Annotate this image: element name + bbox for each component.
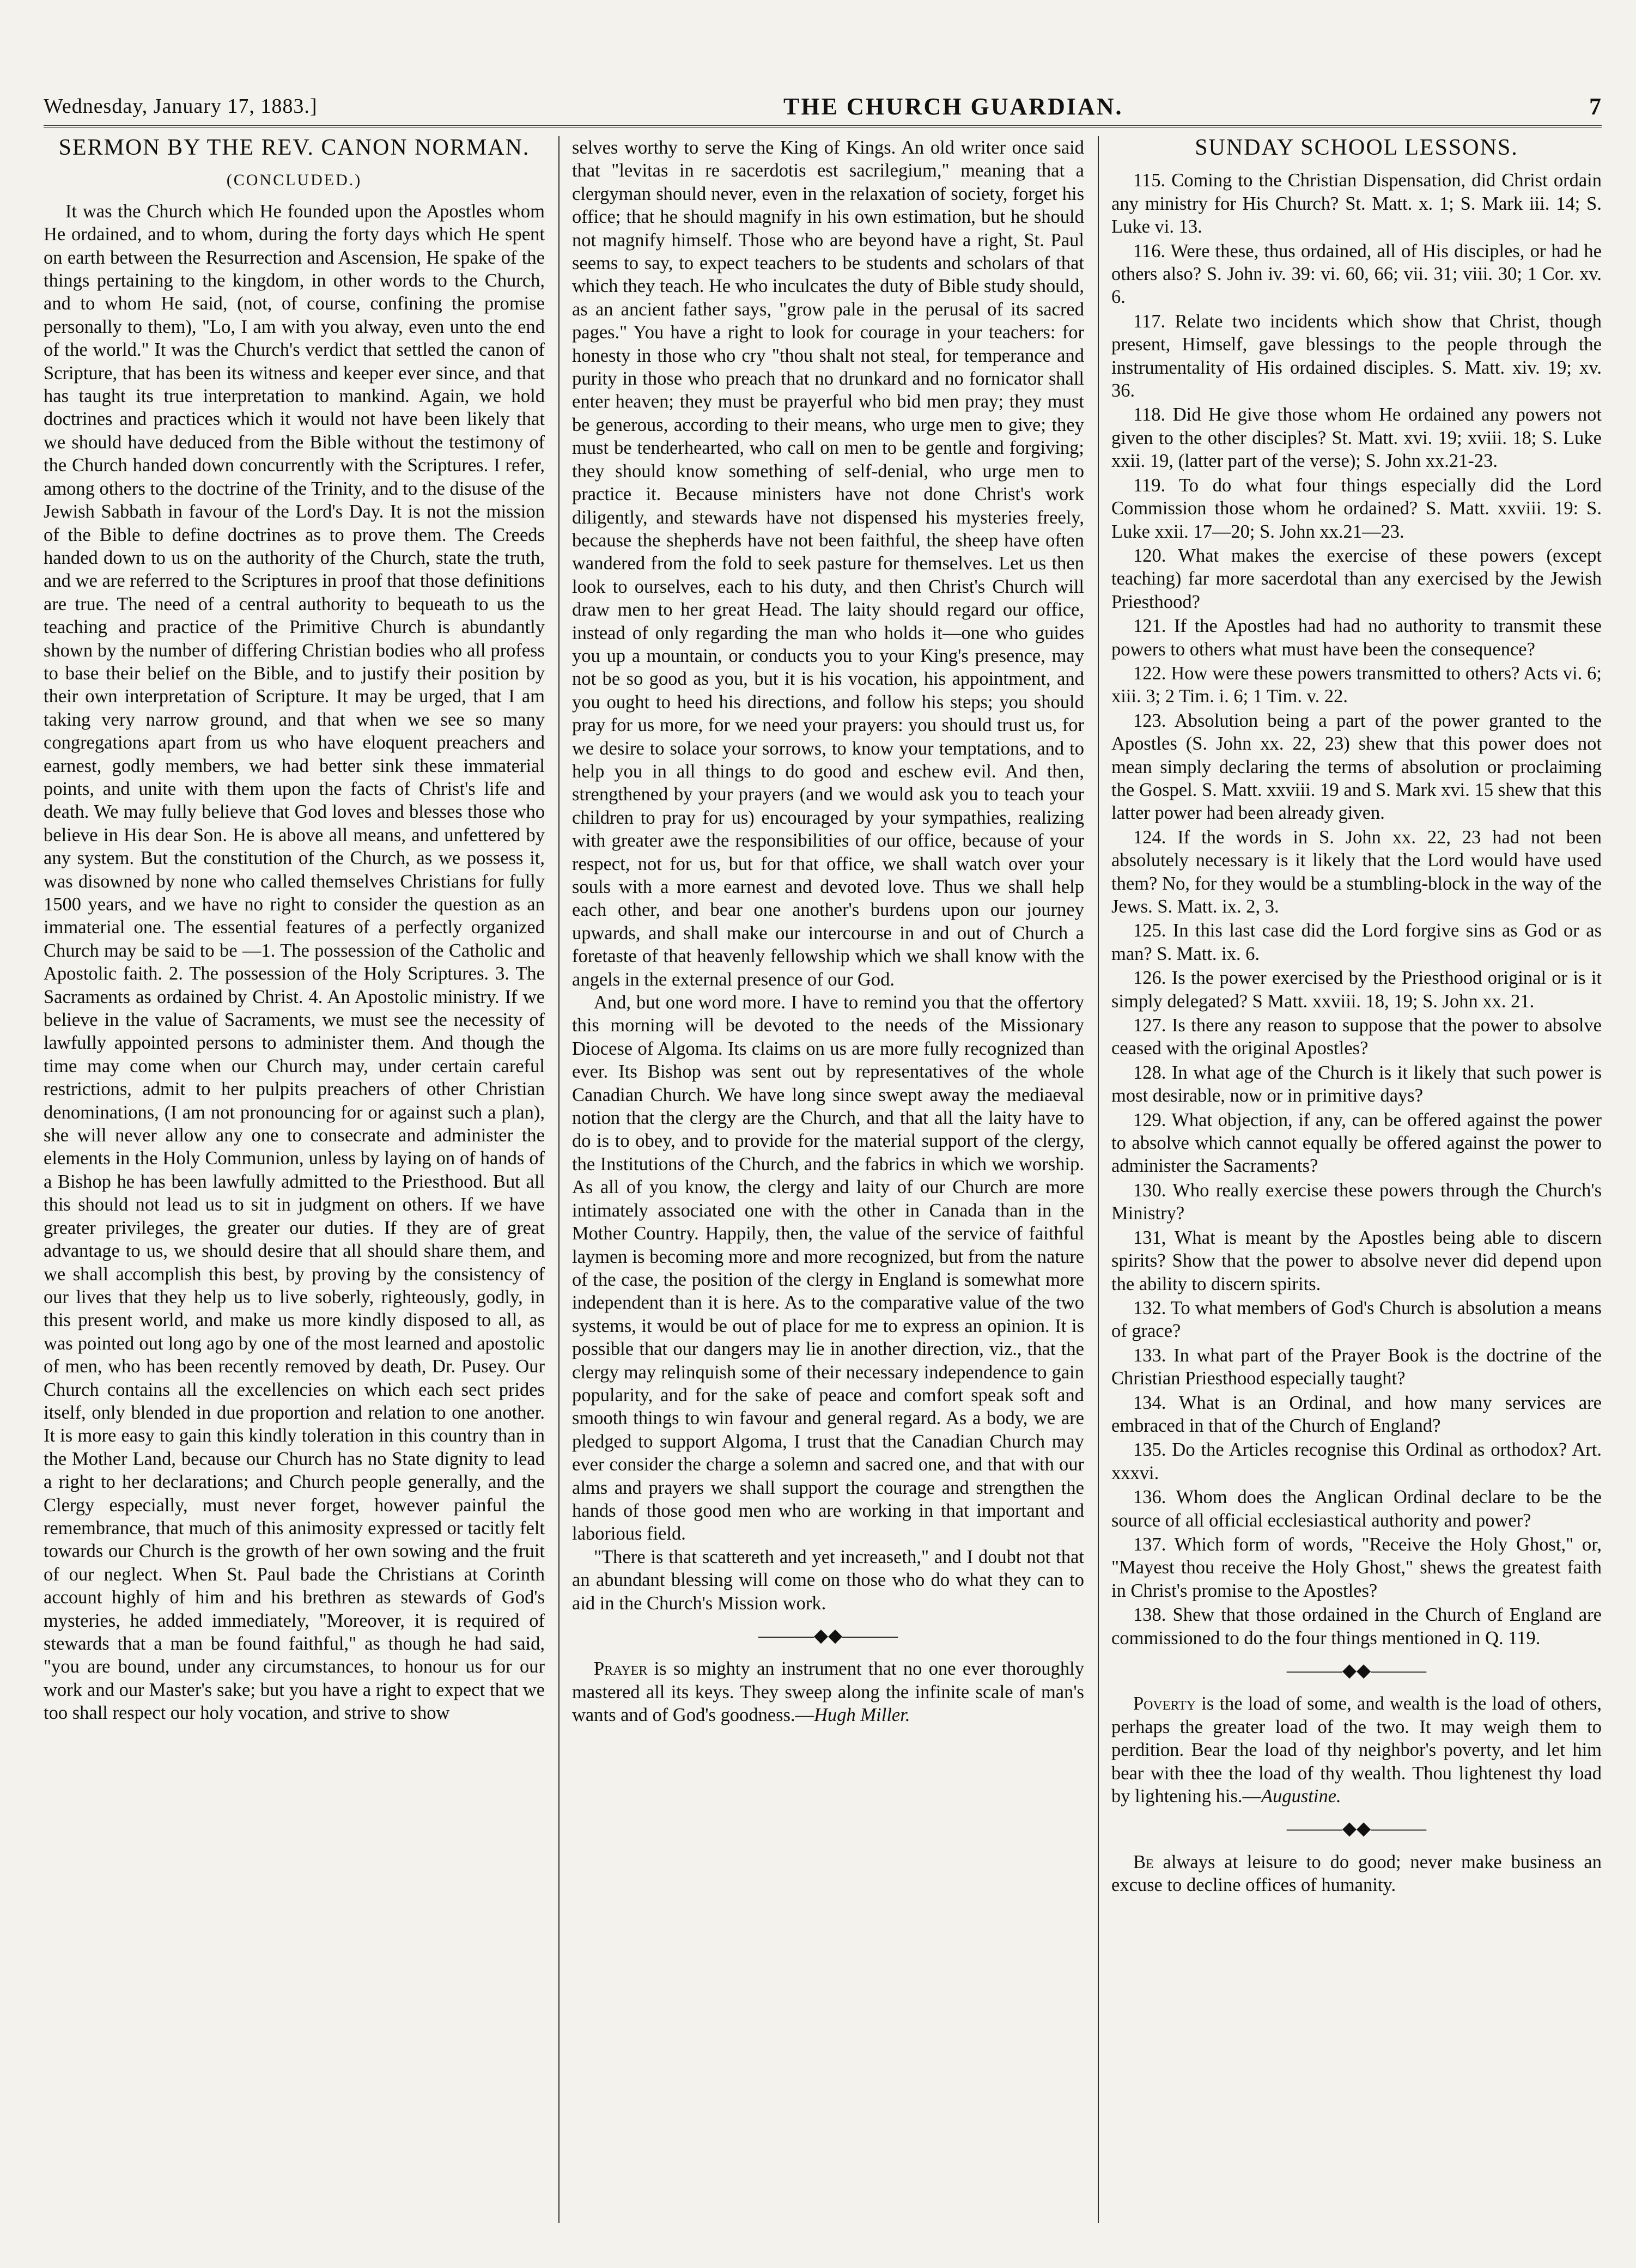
lesson-question: 138. Shew that those ordained in the Church of England are commissioned to do the four things mentioned in Q. 119. <box>1111 1604 1602 1649</box>
sermon-title: SERMON BY THE REV. CANON NORMAN. <box>58 136 530 160</box>
leisure-text: always at leisure to do good; never make business an excuse to decline offices of humanity. <box>1111 1851 1602 1896</box>
prayer-note <box>572 1657 1084 1726</box>
lesson-question: 126. Is the power exercised by the Priesthood original or is it simply delegated? S Matt. xxviii. 18, 19; S. John xx. 21. <box>1111 968 1602 1012</box>
separator: ———◆◆——— <box>1286 1661 1427 1681</box>
lesson-question: 127. Is there any reason to suppose that the power to absolve ceased with the original Apostles? <box>1111 1015 1602 1059</box>
leisure-lead: Be <box>1133 1851 1154 1872</box>
lesson-question: 125. In this last case did the Lord forgive sins as God or as man? S. Matt. ix. 6. <box>1111 920 1602 964</box>
leisure-note <box>1111 1851 1602 1897</box>
issue-date: Wednesday, January 17, 1883.] <box>44 95 318 118</box>
lesson-question: 120. What makes the exercise of these powers (except teaching) far more sacerdotal than any exercised by the Jewish Priesthood? <box>1111 545 1602 612</box>
poverty-text: is the load of some, and wealth is the load of others, perhaps the greater load of the two. It may weigh them to perdition. Bear the load of thy neighbor's poverty, and let him bear with thee the load of thy wealth. Thou lightenest thy load by lightening his.— <box>1111 1693 1602 1807</box>
lesson-question: 123. Absolution being a part of the power granted to the Apostles (S. John xx. 22, 23) shew that this power does not mean simply declaring the terms of absolution or proclaiming the Gospel. S. Matt. xxviii. 19 and S. Mark xvi. 15 shew that this latter power had been already given. <box>1111 710 1602 824</box>
column-rule <box>558 136 559 2223</box>
prayer-author: Hugh Miller. <box>814 1705 910 1726</box>
lesson-question: 119. To do what four things especially did the Lord Commission those whom he ordained? S. Matt. xxviii. 19: S. Luke xxii. 17—20; S. John xx.21—23. <box>1111 475 1602 542</box>
lesson-question: 137. Which form of words, "Receive the Holy Ghost," or, "Mayest thou receive the Holy Ghost," shews the greatest faith in Christ's promise to the Apostles? <box>1111 1534 1602 1601</box>
paper-title: THE CHURCH GUARDIAN. <box>783 93 1123 120</box>
lesson-question: 135. Do the Articles recognise this Ordinal as orthodox? Art. xxxvi. <box>1111 1439 1602 1483</box>
page-number: 7 <box>1589 93 1602 120</box>
separator: ———◆◆——— <box>1286 1819 1427 1839</box>
separator: ———◆◆——— <box>758 1626 898 1646</box>
prayer-text: is so mighty an instrument that no one ever thoroughly mastered all its keys. They sweep along the infinite scale of man's wants and of God's goodness.— <box>572 1658 1084 1726</box>
lesson-question: 116. Were these, thus ordained, all of His disciples, or had he others also? S. John iv. 39: vi. 60, 66; vii. 31; viii. 30; 1 Cor. xv. 6. <box>1111 240 1602 308</box>
poverty-note <box>1111 1692 1602 1808</box>
poverty-lead: Poverty <box>1133 1693 1196 1714</box>
sermon-column-1 <box>44 136 545 2223</box>
lesson-question: 132. To what members of God's Church is absolution a means of grace? <box>1111 1297 1602 1342</box>
lesson-question: 134. What is an Ordinal, and how many services are embraced in that of the Church of England? <box>1111 1392 1602 1436</box>
sunday-school-title: SUNDAY SCHOOL LESSONS. <box>1195 136 1518 160</box>
lesson-question: 136. Whom does the Anglican Ordinal declare to be the source of all official ecclesiastical authority and power? <box>1111 1487 1602 1531</box>
column-rule <box>1098 136 1099 2223</box>
lesson-questions <box>1111 169 1602 1650</box>
masthead <box>44 87 1602 127</box>
lesson-question: 128. In what age of the Church is it likely that such power is most desirable, now or in primitive days? <box>1111 1062 1602 1106</box>
lesson-question: 117. Relate two incidents which show that Christ, though present, Himself, gave blessings to the people through the instrumentality of His ordained disciples. S. Matt. xiv. 19; xv. 36. <box>1111 311 1602 402</box>
sermon-body: It was the Church which He founded upon the Apostles whom He ordained, and to whom, during the forty days which He spent on earth between the Resurrection and Ascension, He spake of the things pertaining to the kingdom, in other words to the Church, and to whom He said, (not, of course, confining the promise personally to them), "Lo, I am with you alway, even unto the end of the world." It was the Church's verdict that settled the canon of Scripture, that has been its witness and keeper ever since, and that has taught its true interpretation to mankind. Again, we hold doctrines and practices which it would not have been likely that we should have deduced from the Bible without the testimony of the Church handed down concurrently with the Scriptures. I refer, among others to the doctrine of the Trinity, and to the disuse of the Jewish Sabbath in favour of the Lord's Day. It is not the mission of the Bible to define doctrines as to prove them. The Creeds handed down to us on the authority of the Church, state the truth, and we are referred to the Scriptures in proof that those definitions are true. The need of a central authority to bequeath to us the teaching and practice of the Primitive Church is abundantly shown by the number of differing Christian bodies who all profess to base their belief on the Bible, and to justify their position by their own interpretation of Scripture. It may be urged, that I am taking very narrow ground, and that when we see so many congregations apart from us who have eloquent preachers and earnest, godly members, we had better sink these immaterial points, and unite with them upon the facts of Christ's life and death. We may fully believe that God loves and blesses those who believe in His dear Son. He is above all means, and unfettered by any system. But the constitution of the Church, as we possess it, was disowned by none who called themselves Christians for fully 1500 years, and we have no right to consider the question as an immaterial one. The essential features of a perfectly organized Church may be said to be —1. The possession of the Catholic and Apostolic faith. 2. The possession of the Holy Scriptures. 3. The Sacraments as ordained by Christ. 4. An Apostolic ministry. If we believe in the value of Sacraments, we must see the necessity of lawfully appointed persons to administer them. And though the time may come when our Church may, under certain careful restrictions, admit to her pulpits preachers of other Christian denominations, (I am not pronouncing for or against such a plan), she will never allow any one to consecrate and administer the elements in the Holy Communion, unless by laying on of hands of a Bishop he has been lawfully admitted to the Priesthood. But all this should not lead us to sit in judgment on others. If we have greater privileges, the greater our duties. If they are of great advantage to us, we should desire that all should share them, and we shall accomplish this best, by proving by the consistency of our lives that they help us to live soberly, righteously, godly, in this present world, and make us more kindly disposed to all, as was pointed out long ago by one of the most learned and apostolic of men, who has been recently removed by death, Dr. Pusey. Our Church contains all the excellencies on which each sect prides itself, only blended in due proportion and relation to one another. It is more easy to gain this kindly toleration in this country than in the Mother Land, because our Church has no State dignity to lead a right to her declarations; and Church people generally, and the Clergy especially, must never forget, however painful the remembrance, that much of this animosity expressed or tacitly felt towards our Church is the growth of her own sowing and the fruit of our neglect. When St. Paul bade the Christians at Corinth account highly of him and his brethren as stewards of God's mysteries, he added immediately, "Moreover, it is required of stewards that a man be found faithful," as though he had said, "you are bound, under any circumstances, to honour us for our work and our Master's sake; but you have a right to expect that we too shall respect our holy vocation, and strive to show <box>44 200 545 1724</box>
sermon-body-continued: selves worthy to serve the King of Kings. An old writer once said that "levitas in re sacerdotis est sacrilegium," meaning that a clergyman should never, even in the relaxation of society, forget his office; that he should magnify in his own estimation, but he should not magnify himself. Those who are beyond have a right, St. Paul seems to say, to expect teachers to be students and scholars of that which they teach. He who inculcates the duty of Bible study should, as an ancient father says, "grow pale in the perusal of its sacred pages." You have a right to look for courage in your teachers: for honesty in those who cry "thou shalt not steal, for temperance and purity in those who preach that no drunkard and no fornicator shall enter heaven; they must be prayerful who bid men pray; they must be generous, according to their means, who urge men to give; they must be tenderhearted, who call on men to be gentle and forgiving; they should know something of self-denial, who urge men to practice it. Because ministers have not done Christ's work diligently, and stewards have not dispensed his mysteries freely, because the shepherds have not been faithful, the sheep have often wandered from the fold to seek pasture for themselves. Let us then look to ourselves, each to his duty, and then Christ's Church will draw men to her great Head. The laity should regard our office, instead of only regarding the man who holds it—one who guides you up a mountain, or conducts you to your King's presence, may not be so good as you, but it is his vocation, his appointment, and you ought to heed his directions, and follow his steps; you should pray for us more, for we need your prayers: you should trust us, for we desire to solace your sorrows, to know your temptations, and to help you in all things to do good and eschew evil. And then, strengthened by your prayers (and we would ask you to teach your children to pray for us) encouraged by your sympathies, realizing with greater awe the responsibilities of our office, because of your respect, not for us, but for that office, we shall watch over your souls with a more earnest and devoted love. Thus we shall help each other, and bear one another's burdens upon our journey upwards, and shall make our intercourse in and out of Church a foretaste of that heavenly fellowship which we shall know with the angels in the external presence of our God. <box>572 137 1084 990</box>
lesson-question: 115. Coming to the Christian Dispensation, did Christ ordain any ministry for His Church? St. Matt. x. 1; S. Mark iii. 14; S. Luke vi. 13. <box>1111 170 1602 238</box>
sermon-closing-paragraph: "There is that scattereth and yet increaseth," and I doubt not that an abundant blessing will come on those who do what they can to aid in the Church's Mission work. <box>572 1546 1084 1614</box>
poverty-author: Augustine. <box>1261 1786 1341 1807</box>
lesson-question: 121. If the Apostles had had no authority to transmit these powers to others what must have been the consequence? <box>1111 616 1602 660</box>
lesson-question: 118. Did He give those whom He ordained any powers not given to the other disciples? St. Matt. xvi. 19; xviii. 18; S. Luke xxii. 19, (latter part of the verse); S. John xx.21-23. <box>1111 404 1602 472</box>
sermon-subtitle: (CONCLUDED.) <box>226 171 362 190</box>
sermon-column-2 <box>572 136 1084 2223</box>
lesson-question: 131, What is meant by the Apostles being able to discern spirits? Show that the power to absolve never did depend upon the ability to discern spirits. <box>1111 1227 1602 1294</box>
lesson-question: 122. How were these powers transmitted to others? Acts vi. 6; xiii. 3; 2 Tim. i. 6; 1 Tim. v. 22. <box>1111 662 1602 707</box>
sunday-school-column <box>1111 136 1602 2223</box>
sermon-offertory-paragraph: And, but one word more. I have to remind you that the offertory this morning will be devoted to the needs of the Missionary Diocese of Algoma. Its claims on us are more fully recognized than ever. Its Bishop was sent out by representatives of the whole Canadian Church. We have long since swept away the mediaeval notion that the clergy are the Church, and that all the laity have to do is to obey, and to provide for the material support of the clergy, the Institutions of the Church, and the fabrics in which we worship. As all of you know, the clergy and laity of our Church are more intimately associated one with the other in Canada than in the Mother Country. Happily, then, the value of the service of faithful laymen is becoming more and more recognized, but from the nature of the case, the position of the clergy in England is somewhat more independent than it is here. As to the comparative value of the two systems, it would be out of place for me to express an opinion. It is possible that our dangers may lie in another direction, viz., that the clergy may relinquish some of their necessary independence to gain popularity, and for the sake of peace and comfort speak soft and smooth things to win favour and general regard. As a body, we are pledged to support Algoma, I trust that the Canadian Church may ever consider the charge a solemn and sacred one, and that with our alms and prayers we shall support the courage and strengthen the hands of those good men who are working in that important and laborious field. <box>572 992 1084 1545</box>
lesson-question: 129. What objection, if any, can be offered against the power to absolve which cannot equally be offered against the power to administer the Sacraments? <box>1111 1109 1602 1177</box>
lesson-question: 124. If the words in S. John xx. 22, 23 had not been absolutely necessary is it likely that the Lord would have used them? No, for they would be a stumbling-block in the way of the Jews. S. Matt. ix. 2, 3. <box>1111 826 1602 917</box>
lesson-question: 133. In what part of the Prayer Book is the doctrine of the Christian Priesthood especially taught? <box>1111 1345 1602 1389</box>
prayer-lead: Prayer <box>594 1658 648 1680</box>
lesson-question: 130. Who really exercise these powers through the Church's Ministry? <box>1111 1179 1602 1224</box>
